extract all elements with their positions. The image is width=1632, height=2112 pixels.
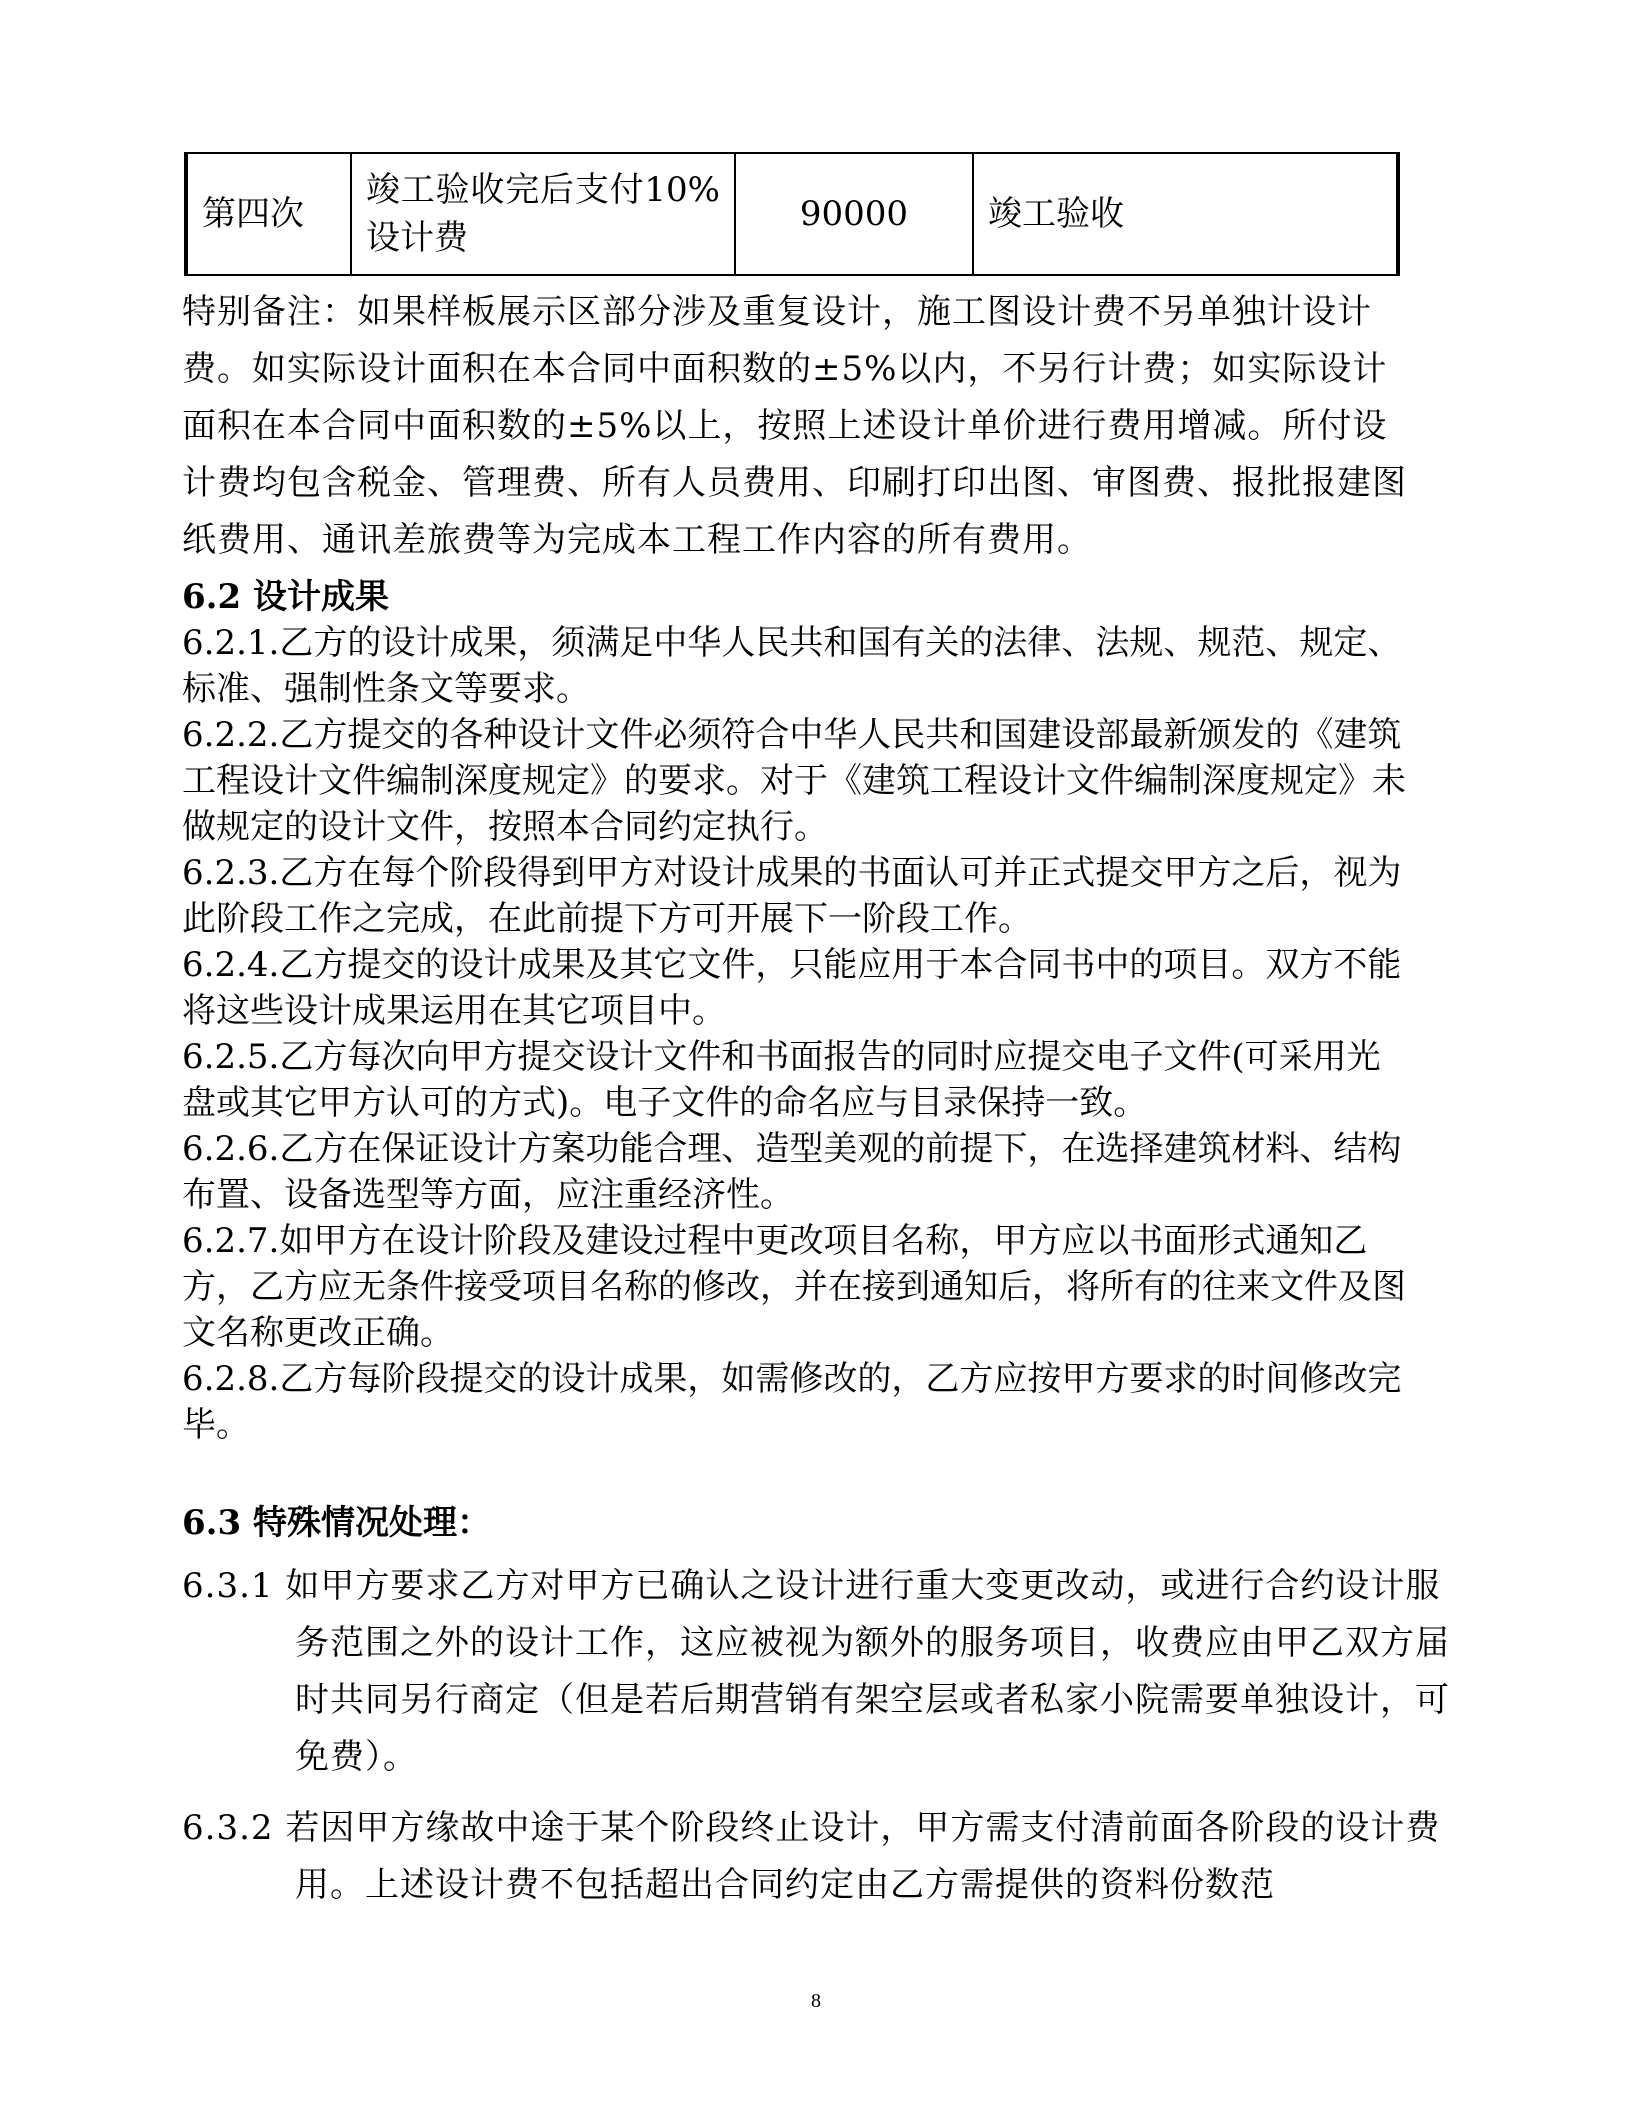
section-heading: 6.3 特殊情况处理： bbox=[182, 1503, 491, 1543]
clause-item: 6.2.3.乙方在每个阶段得到甲方对设计成果的书面认可并正式提交甲方之后，视为此阶段工作之完成，在此前提下方可开展下一阶段工作。 bbox=[182, 853, 1402, 939]
clause-item: 6.2.2.乙方提交的各种设计文件必须符合中华人民共和国建设部最新颁发的《建筑工程设计文件编制深度规定》的要求。对于《建筑工程设计文件编制深度规定》未做规定的设计文件，按照本合同约定执行。 bbox=[182, 715, 1406, 847]
payment-amount-cell: 90000 bbox=[735, 153, 973, 275]
design-results-section bbox=[182, 574, 1412, 1448]
clause-item: 6.2.5.乙方每次向甲方提交设计文件和书面报告的同时应提交电子文件(可采用光盘或其它甲方认可的方式)。电子文件的命名应与目录保持一致。 bbox=[182, 1037, 1381, 1123]
clause-item: 6.2.7.如甲方在设计阶段及建设过程中更改项目名称，甲方应以书面形式通知乙方，乙方应无条件接受项目名称的修改，并在接到通知后，将所有的往来文件及图文名称更改正确。 bbox=[182, 1221, 1406, 1353]
clause-item: 6.2.1.乙方的设计成果，须满足中华人民共和国有关的法律、法规、规范、规定、标准、强制性条文等要求。 bbox=[182, 623, 1402, 709]
clause-item: 6.2.4.乙方提交的设计成果及其它文件，只能应用于本合同书中的项目。双方不能将这些设计成果运用在其它项目中。 bbox=[182, 945, 1402, 1031]
payment-stage-cell: 第四次 bbox=[186, 153, 351, 275]
payment-description-cell: 竣工验收完后支付10%设计费 bbox=[351, 153, 735, 275]
section-heading: 6.2 设计成果 bbox=[182, 577, 389, 617]
clause-item: 6.2.6.乙方在保证设计方案功能合理、造型美观的前提下，在选择建筑材料、结构布置、设备选型等方面，应注重经济性。 bbox=[182, 1129, 1402, 1215]
special-note-paragraph: 特别备注：如果样板展示区部分涉及重复设计，施工图设计费不另单独计设计费。如实际设计面积在本合同中面积数的±5%以内，不另行计费；如实际设计面积在本合同中面积数的±5%以上，按照上述设计单价进行费用增减。所付设计费均包含税金、管理费、所有人员费用、印刷打印出图、审图费、报批报建图纸费用、通讯差旅费等为完成本工程工作内容的所有费用。 bbox=[182, 292, 1407, 560]
clause-item: 6.3.2 若因甲方缘故中途于某个阶段终止设计，甲方需支付清前面各阶段的设计费用。上述设计费不包括超出合同约定由乙方需提供的资料份数范 bbox=[182, 1808, 1441, 1905]
table-row bbox=[186, 153, 1398, 275]
clause-item: 6.3.1 如甲方要求乙方对甲方已确认之设计进行重大变更改动，或进行合约设计服务范围之外的设计工作，这应被视为额外的服务项目，收费应由甲乙双方届时共同另行商定（但是若后期营销有架空层或者私家小院需要单独设计，可免费）。 bbox=[182, 1566, 1450, 1777]
payment-schedule-table bbox=[184, 152, 1400, 276]
special-cases-section bbox=[182, 1500, 1452, 1928]
page-number: 8 bbox=[811, 1990, 821, 2012]
clause-item: 6.2.8.乙方每阶段提交的设计成果，如需修改的，乙方应按甲方要求的时间修改完毕。 bbox=[182, 1359, 1402, 1445]
payment-condition-cell: 竣工验收 bbox=[973, 153, 1398, 275]
